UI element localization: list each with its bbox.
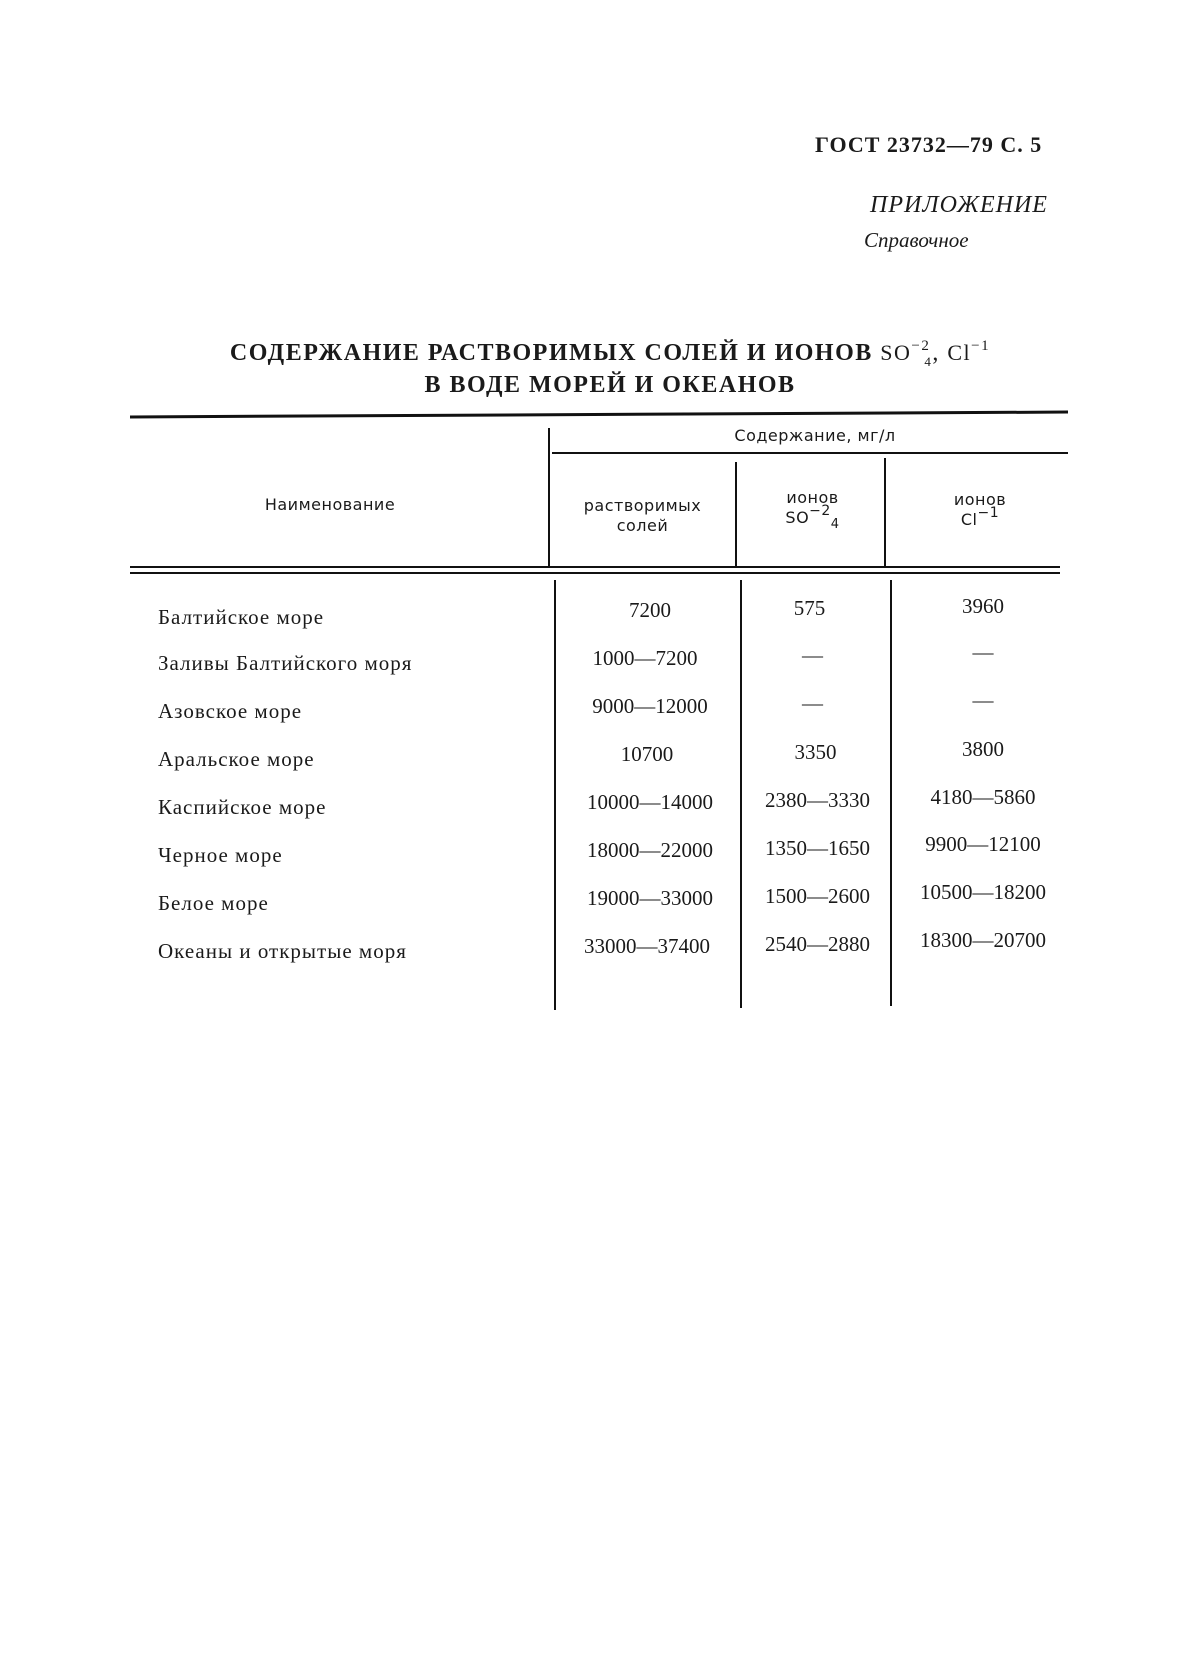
cell-sulfate: 1350—1650 [765,836,870,860]
appendix-label: ПРИЛОЖЕНИЕ [870,192,1048,218]
table-title-line-2: В ВОДЕ МОРЕЙ И ОКЕАНОВ [424,372,796,398]
column-group-header: Содержание, мг/л [734,426,896,445]
cell-salts: 10000—14000 [587,790,713,814]
column-header-sulfate: ионов $SO-2_4$ [785,488,840,532]
cell-salts: 10700 [620,742,674,766]
col-divider-name [548,428,550,568]
reference-label: Справочное [864,228,969,252]
col-divider-salts [735,462,737,568]
table-title-line-1 [180,340,1040,367]
cell-salts: 7200 [629,598,671,622]
title-sulfate-formula: $SO^{-2}_4$ [880,338,933,369]
cell-chloride: 3960 [962,594,1004,618]
title-chloride-formula: $Cl^{-1}$ [947,338,991,365]
cell-chloride: 4180—5860 [930,785,1036,809]
cell-salts: 9000—12000 [592,694,708,718]
cell-chloride: — [972,640,994,664]
cell-salts: 1000—7200 [592,646,698,670]
cell-sulfate: 1500—2600 [765,884,870,908]
header-bottom-rule-1 [130,566,1060,568]
column-header-name: Наименование [264,495,396,514]
document-code: ГОСТ 23732—79 С. 5 [815,132,1043,157]
group-header-rule [552,452,1068,454]
table-row-name: Океаны и открытые моря [158,939,407,963]
table-top-rule [130,411,1068,419]
table-row-name: Каспийское море [158,795,327,819]
cell-sulfate: 575 [793,596,826,620]
column-header-salts: растворимых солей [583,496,702,535]
header-bottom-rule-2 [130,572,1060,574]
col-divider-so4-body [890,580,892,1006]
cell-sulfate: 2540—2880 [765,932,870,956]
column-header-chloride: ионов Cl−1 [953,490,1007,529]
cell-salts: 33000—37400 [584,934,710,958]
col-divider-so4 [884,458,886,566]
cell-chloride: 9900—12100 [925,832,1041,856]
cell-sulfate: — [802,691,823,715]
table-row-name: Белое море [158,891,269,915]
table-row-name: Черное море [158,843,283,867]
title-text: СОДЕРЖАНИЕ РАСТВОРИМЫХ СОЛЕЙ И ИОНОВ [229,340,873,366]
table-row-name: Балтийское море [158,605,325,629]
cell-sulfate: 3350 [794,740,837,764]
cell-chloride: — [972,688,994,712]
cell-salts: 19000—33000 [587,886,713,910]
table-row-name: Аральское море [158,747,315,771]
cell-sulfate: 2380—3330 [765,788,870,812]
cell-chloride: 3800 [962,737,1004,761]
title-separator: , [932,340,940,366]
table-row-name: Азовское море [158,699,303,723]
col-divider-salts-body [740,580,742,1008]
cell-chloride: 18300—20700 [920,928,1046,952]
cell-chloride: 10500—18200 [920,880,1046,904]
table-row-name: Заливы Балтийского моря [158,651,413,675]
cell-sulfate: — [802,643,823,667]
cell-salts: 18000—22000 [587,838,713,862]
col-divider-name-body [554,580,556,1010]
